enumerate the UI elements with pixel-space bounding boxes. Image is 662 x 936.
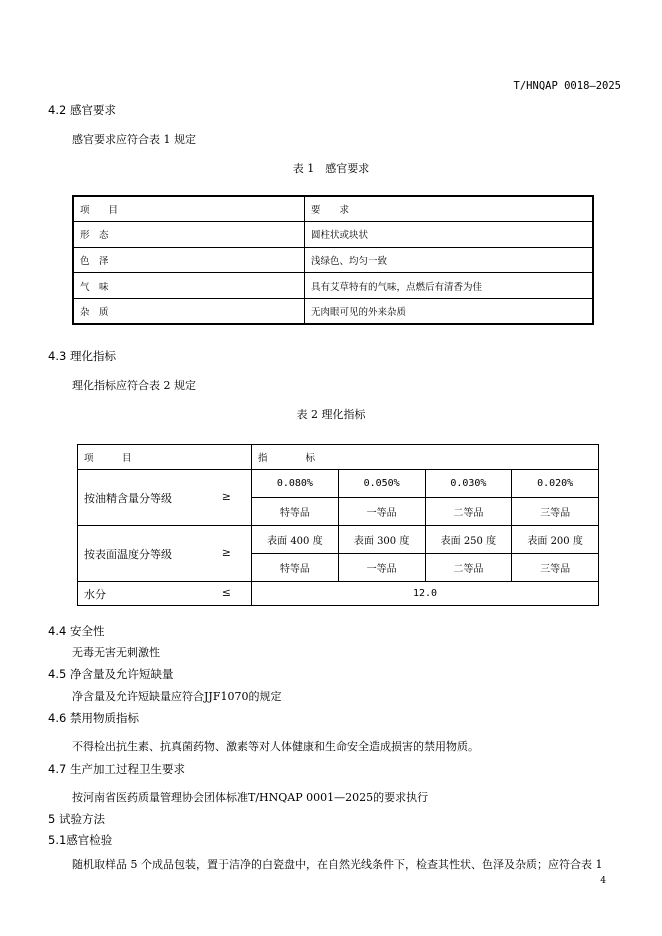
section-4-5-title: 4.5 净含量及允许短缺量 <box>48 667 174 681</box>
table-cell: 杂 质 <box>73 298 305 324</box>
table-row <box>78 582 599 606</box>
table-row <box>73 273 593 299</box>
section-4-3-text: 理化指标应符合表 2 规定 <box>72 379 196 392</box>
water-value: 12.0 <box>252 582 599 606</box>
water-label <box>78 582 252 606</box>
section-5-1-title: 5.1感官检验 <box>48 833 113 847</box>
table-row <box>73 247 593 273</box>
table-cell: 具有艾草特有的气味，点燃后有清香为佳 <box>305 273 594 299</box>
oil-grade-symbol: ≥ <box>221 489 231 503</box>
oil-grade-label-text: 按油精含量分等级 <box>84 491 172 505</box>
table-row <box>73 222 593 248</box>
physicochemical-indicators-table <box>77 444 599 606</box>
temp-grade-label <box>78 526 252 582</box>
section-4-6-title: 4.6 禁用物质指标 <box>48 711 139 725</box>
table-header-row <box>78 445 599 470</box>
section-4-5-text: 净含量及允许短缺量应符合JJF1070的规定 <box>72 690 282 703</box>
table-cell: 表面 300 度 <box>338 526 425 554</box>
table-cell: 三等品 <box>512 554 599 582</box>
table-cell: 表面 400 度 <box>252 526 339 554</box>
section-4-7-text: 按河南省医药质量管理协会团体标准T/HNQAP 0001—2025的要求执行 <box>72 791 429 804</box>
section-4-6-text: 不得检出抗生素、抗真菌药物、激素等对人体健康和生命安全造成损害的禁用物质。 <box>72 740 479 753</box>
table-row <box>78 526 599 554</box>
table-header-cell: 指 标 <box>252 445 599 470</box>
table-header-cell: 要 求 <box>305 196 594 222</box>
table-header-cell: 项 目 <box>78 445 252 470</box>
table-cell: 0.050% <box>338 470 425 498</box>
table-cell: 气 味 <box>73 273 305 299</box>
section-4-3-title: 4.3 理化指标 <box>48 349 116 363</box>
table-cell: 特等品 <box>252 498 339 526</box>
table-cell: 特等品 <box>252 554 339 582</box>
table-cell: 0.030% <box>425 470 512 498</box>
table-cell: 色 泽 <box>73 247 305 273</box>
page-number: 4 <box>600 876 606 886</box>
table-cell: 二等品 <box>425 498 512 526</box>
temp-grade-label-text: 按表面温度分等级 <box>84 547 172 561</box>
table2-caption: 表 2 理化指标 <box>296 408 366 421</box>
table-cell: 二等品 <box>425 554 512 582</box>
oil-grade-label <box>78 470 252 526</box>
table-header-row <box>73 196 593 222</box>
table-cell: 0.080% <box>252 470 339 498</box>
table-cell: 形 态 <box>73 222 305 248</box>
table-cell: 三等品 <box>512 498 599 526</box>
table-cell: 圆柱状或块状 <box>305 222 594 248</box>
table-cell: 表面 200 度 <box>512 526 599 554</box>
table-cell: 一等品 <box>338 498 425 526</box>
temp-grade-symbol: ≥ <box>221 545 231 559</box>
sensory-requirements-table <box>72 195 594 325</box>
section-4-2-text: 感官要求应符合表 1 规定 <box>72 133 196 146</box>
table-row <box>78 470 599 498</box>
document-code: T/HNQAP 0018—2025 <box>513 80 621 92</box>
section-5-1-text: 随机取样品 5 个成品包装，置于洁净的白瓷盘中，在自然光线条件下，检查其性状、色泽及杂质；应符合表 1 <box>72 858 603 871</box>
table1-caption: 表 1 感官要求 <box>292 162 370 175</box>
table-cell: 浅绿色、均匀一致 <box>305 247 594 273</box>
section-4-4-title: 4.4 安全性 <box>48 624 105 638</box>
table-cell: 一等品 <box>338 554 425 582</box>
water-symbol: ≤ <box>221 585 231 599</box>
table-header-cell: 项 目 <box>73 196 305 222</box>
section-4-2-title: 4.2 感官要求 <box>48 103 116 117</box>
table-cell: 0.020% <box>512 470 599 498</box>
section-4-4-text: 无毒无害无刺激性 <box>72 646 160 659</box>
table-row <box>73 298 593 324</box>
section-5-title: 5 试验方法 <box>48 812 105 826</box>
table-cell: 无肉眼可见的外来杂质 <box>305 298 594 324</box>
section-4-7-title: 4.7 生产加工过程卫生要求 <box>48 762 185 776</box>
water-label-text: 水分 <box>84 587 106 601</box>
table-cell: 表面 250 度 <box>425 526 512 554</box>
